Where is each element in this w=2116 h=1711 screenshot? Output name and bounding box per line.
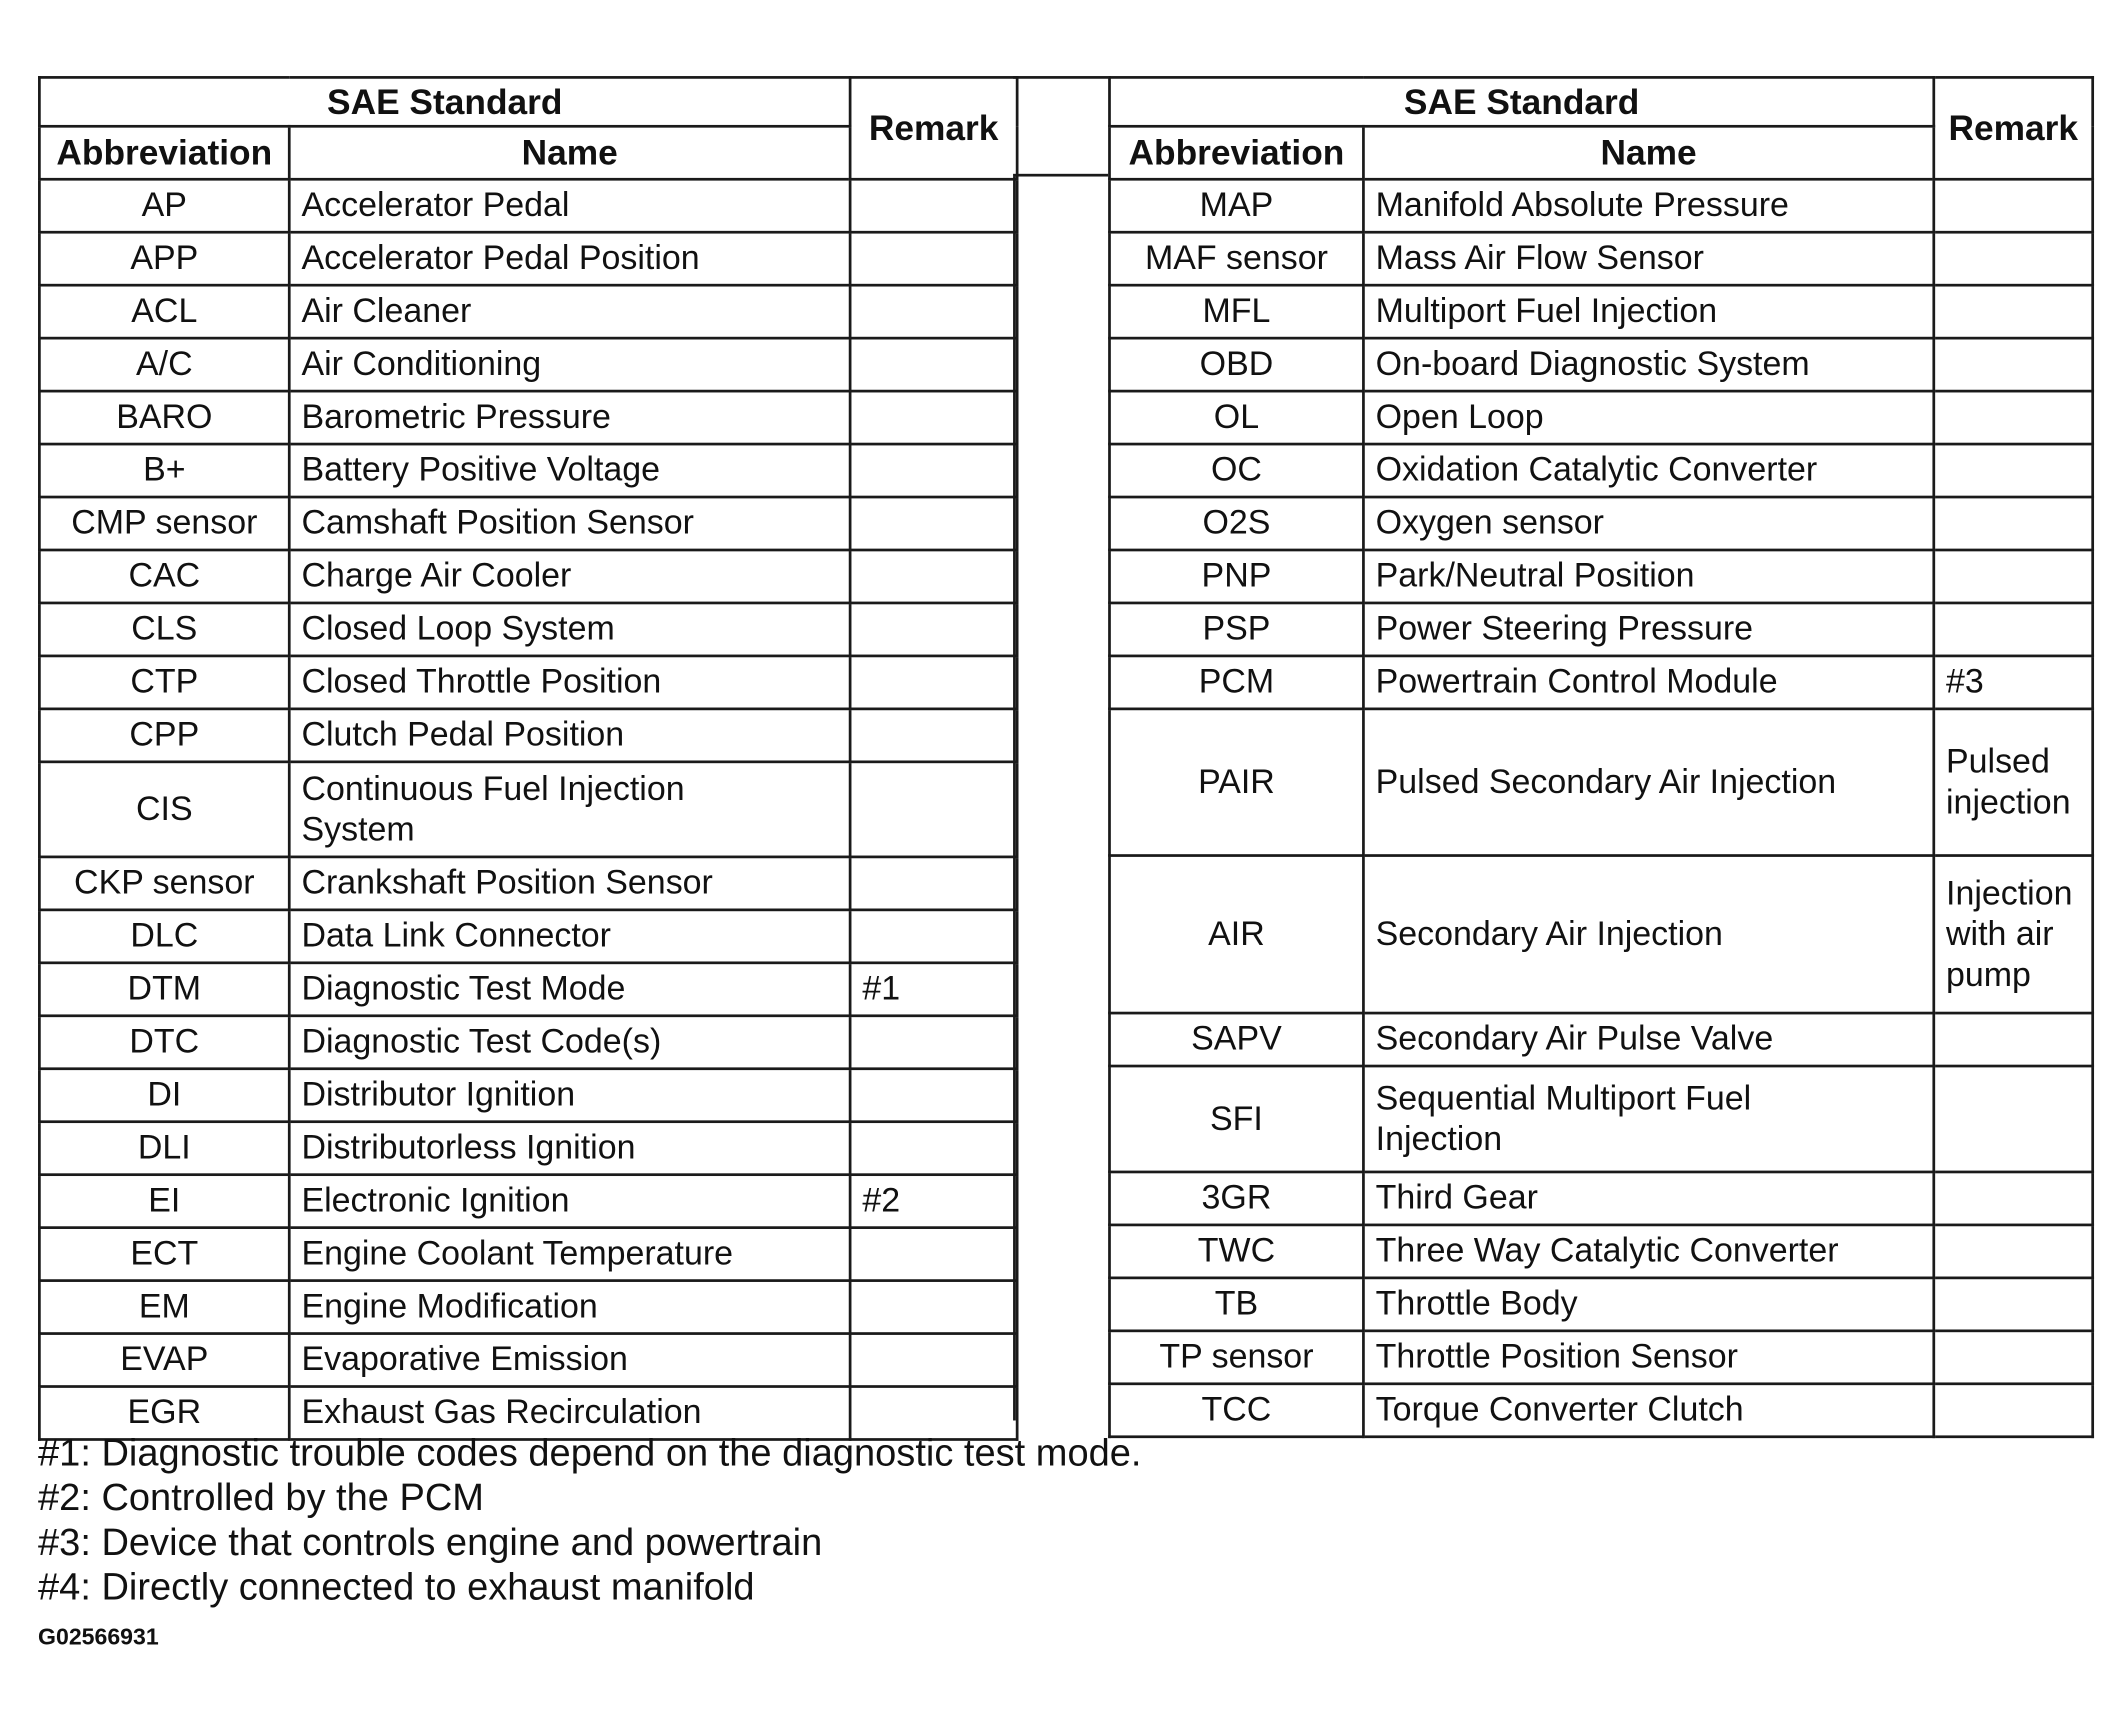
table-row bbox=[39, 179, 1017, 232]
abbreviation-cell: CMP sensor bbox=[39, 497, 289, 550]
name-cell: Accelerator Pedal Position bbox=[289, 232, 850, 285]
abbreviation-cell: SFI bbox=[1109, 1066, 1363, 1172]
remark-cell bbox=[850, 497, 1017, 550]
abbreviation-cell: ACL bbox=[39, 285, 289, 338]
name-cell bbox=[289, 762, 850, 857]
remark-cell bbox=[1934, 444, 2093, 497]
table-row bbox=[1109, 391, 2092, 444]
abbreviation-header: Abbreviation bbox=[39, 126, 289, 179]
remark-line: with air bbox=[1946, 915, 2054, 954]
abbreviation-cell: MAP bbox=[1109, 179, 1363, 232]
name-cell: Closed Throttle Position bbox=[289, 656, 850, 709]
table-row bbox=[39, 550, 1017, 603]
name-cell: Throttle Body bbox=[1363, 1278, 1933, 1331]
remark-line: pump bbox=[1946, 956, 2031, 995]
table-row bbox=[1109, 1278, 2092, 1331]
name-cell: Evaporative Emission bbox=[289, 1334, 850, 1387]
abbreviation-cell: PSP bbox=[1109, 603, 1363, 656]
table-row bbox=[1109, 444, 2092, 497]
remark-cell bbox=[850, 1069, 1017, 1122]
name-cell: Power Steering Pressure bbox=[1363, 603, 1933, 656]
remark-cell bbox=[850, 391, 1017, 444]
name-cell: Air Conditioning bbox=[289, 338, 850, 391]
table-row bbox=[39, 656, 1017, 709]
abbreviation-cell: EVAP bbox=[39, 1334, 289, 1387]
table-row bbox=[1109, 1172, 2092, 1225]
abbreviation-header: Abbreviation bbox=[1109, 126, 1363, 179]
abbreviation-cell: B+ bbox=[39, 444, 289, 497]
remark-cell bbox=[1934, 1172, 2093, 1225]
abbreviation-cell: CTP bbox=[39, 656, 289, 709]
name-cell: Oxidation Catalytic Converter bbox=[1363, 444, 1933, 497]
table-row bbox=[1109, 1384, 2092, 1437]
table-row bbox=[1109, 1013, 2092, 1066]
table-row bbox=[1109, 550, 2092, 603]
abbreviation-cell: DTM bbox=[39, 963, 289, 1016]
name-cell: Multiport Fuel Injection bbox=[1363, 285, 1933, 338]
remark-cell bbox=[850, 1334, 1017, 1387]
abbreviation-cell: 3GR bbox=[1109, 1172, 1363, 1225]
table-row bbox=[39, 762, 1017, 857]
name-cell: Open Loop bbox=[1363, 391, 1933, 444]
name-cell: Manifold Absolute Pressure bbox=[1363, 179, 1933, 232]
name-cell: Engine Modification bbox=[289, 1281, 850, 1334]
table-row bbox=[1109, 1225, 2092, 1278]
name-line: Sequential Multiport Fuel bbox=[1375, 1079, 1752, 1118]
abbreviation-cell: OC bbox=[1109, 444, 1363, 497]
footnote: #1: Diagnostic trouble codes depend on the diagnostic test mode. bbox=[38, 1431, 1142, 1474]
abbreviation-cell: TP sensor bbox=[1109, 1331, 1363, 1384]
name-cell: Distributor Ignition bbox=[289, 1069, 850, 1122]
abbreviation-cell: DI bbox=[39, 1069, 289, 1122]
name-cell: Diagnostic Test Mode bbox=[289, 963, 850, 1016]
abbreviation-cell: TB bbox=[1109, 1278, 1363, 1331]
abbreviation-cell: OL bbox=[1109, 391, 1363, 444]
sae-standard-header: SAE Standard bbox=[39, 77, 850, 126]
remark-cell bbox=[1934, 1013, 2093, 1066]
abbreviation-cell: CLS bbox=[39, 603, 289, 656]
remark-line: Injection bbox=[1946, 874, 2073, 913]
remark-cell bbox=[1934, 391, 2093, 444]
remark-cell bbox=[1934, 1225, 2093, 1278]
remark-cell bbox=[1934, 232, 2093, 285]
column-divider bbox=[1013, 177, 1016, 1421]
name-cell: Battery Positive Voltage bbox=[289, 444, 850, 497]
table-row bbox=[1109, 1331, 2092, 1384]
abbreviation-cell: OBD bbox=[1109, 338, 1363, 391]
sae-standard-header: SAE Standard bbox=[1109, 77, 1933, 126]
name-cell: Closed Loop System bbox=[289, 603, 850, 656]
remark-cell bbox=[1934, 709, 2093, 856]
table-row bbox=[1109, 709, 2092, 856]
name-cell: Diagnostic Test Code(s) bbox=[289, 1016, 850, 1069]
name-cell: Three Way Catalytic Converter bbox=[1363, 1225, 1933, 1278]
abbreviation-cell: EM bbox=[39, 1281, 289, 1334]
remark-cell bbox=[1934, 1066, 2093, 1172]
remark-cell bbox=[1934, 603, 2093, 656]
abbreviation-cell: MFL bbox=[1109, 285, 1363, 338]
abbreviation-cell: MAF sensor bbox=[1109, 232, 1363, 285]
name-line: System bbox=[301, 810, 415, 849]
name-line: Continuous Fuel Injection bbox=[301, 769, 685, 809]
table-row bbox=[39, 1228, 1017, 1281]
remark-cell bbox=[850, 285, 1017, 338]
abbreviation-cell: TCC bbox=[1109, 1384, 1363, 1437]
remark-cell bbox=[850, 1281, 1017, 1334]
remark-cell bbox=[1934, 1278, 2093, 1331]
name-cell: Air Cleaner bbox=[289, 285, 850, 338]
table-row bbox=[39, 709, 1017, 762]
remark-header: Remark bbox=[850, 77, 1017, 179]
abbreviation-cell: PNP bbox=[1109, 550, 1363, 603]
name-cell: Camshaft Position Sensor bbox=[289, 497, 850, 550]
remark-cell bbox=[850, 603, 1017, 656]
name-cell: Powertrain Control Module bbox=[1363, 656, 1933, 709]
remark-cell bbox=[1934, 1331, 2093, 1384]
table-row bbox=[39, 910, 1017, 963]
abbreviation-table-right bbox=[1108, 76, 2094, 1438]
table-row bbox=[39, 338, 1017, 391]
name-cell: Pulsed Secondary Air Injection bbox=[1363, 709, 1933, 856]
remark-cell bbox=[1934, 338, 2093, 391]
remark-cell bbox=[850, 179, 1017, 232]
table-row bbox=[39, 857, 1017, 910]
remark-cell bbox=[1934, 179, 2093, 232]
table-row bbox=[39, 1334, 1017, 1387]
abbreviation-cell: PAIR bbox=[1109, 709, 1363, 856]
name-cell: Secondary Air Injection bbox=[1363, 856, 1933, 1014]
figure-id: G02566931 bbox=[38, 1624, 159, 1650]
table-row bbox=[1109, 1066, 2092, 1172]
name-cell: Crankshaft Position Sensor bbox=[289, 857, 850, 910]
abbreviation-cell: AIR bbox=[1109, 856, 1363, 1014]
remark-header: Remark bbox=[1934, 77, 2093, 179]
name-cell bbox=[1363, 1066, 1933, 1172]
abbreviation-cell: ECT bbox=[39, 1228, 289, 1281]
remark-cell bbox=[850, 232, 1017, 285]
table-row bbox=[39, 391, 1017, 444]
name-cell: Barometric Pressure bbox=[289, 391, 850, 444]
name-cell: Exhaust Gas Recirculation bbox=[289, 1387, 850, 1440]
abbreviation-cell: BARO bbox=[39, 391, 289, 444]
table-row bbox=[39, 232, 1017, 285]
remark-cell bbox=[1934, 497, 2093, 550]
table-row bbox=[1109, 232, 2092, 285]
name-cell: Third Gear bbox=[1363, 1172, 1933, 1225]
footnote: #2: Controlled by the PCM bbox=[38, 1476, 484, 1519]
remark-cell: #2 bbox=[850, 1175, 1017, 1228]
remark-cell: #3 bbox=[1934, 656, 2093, 709]
table-row bbox=[39, 444, 1017, 497]
remark-cell bbox=[1934, 285, 2093, 338]
footnote: #3: Device that controls engine and powertrain bbox=[38, 1520, 823, 1564]
name-cell: Distributorless Ignition bbox=[289, 1122, 850, 1175]
table-row bbox=[39, 603, 1017, 656]
name-header: Name bbox=[289, 126, 850, 179]
name-line: Injection bbox=[1375, 1120, 1503, 1159]
remark-cell bbox=[850, 709, 1017, 762]
name-cell: Data Link Connector bbox=[289, 910, 850, 963]
abbreviation-cell: EI bbox=[39, 1175, 289, 1228]
name-cell: Park/Neutral Position bbox=[1363, 550, 1933, 603]
table-row bbox=[39, 963, 1017, 1016]
abbreviation-cell: O2S bbox=[1109, 497, 1363, 550]
table-row bbox=[39, 1281, 1017, 1334]
abbreviation-cell: A/C bbox=[39, 338, 289, 391]
abbreviation-cell: DLI bbox=[39, 1122, 289, 1175]
table-row bbox=[1109, 338, 2092, 391]
abbreviation-cell: AP bbox=[39, 179, 289, 232]
remark-cell bbox=[1934, 550, 2093, 603]
header-spacer bbox=[1013, 76, 1108, 176]
table-row bbox=[39, 1122, 1017, 1175]
name-cell: Throttle Position Sensor bbox=[1363, 1331, 1933, 1384]
abbreviation-cell: CIS bbox=[39, 762, 289, 857]
name-cell: Torque Converter Clutch bbox=[1363, 1384, 1933, 1437]
remark-cell bbox=[850, 762, 1017, 857]
abbreviation-cell: CPP bbox=[39, 709, 289, 762]
table-row bbox=[39, 1016, 1017, 1069]
name-cell: Oxygen sensor bbox=[1363, 497, 1933, 550]
name-cell: Charge Air Cooler bbox=[289, 550, 850, 603]
table-row bbox=[1109, 179, 2092, 232]
name-cell: Secondary Air Pulse Valve bbox=[1363, 1013, 1933, 1066]
abbreviation-table-left bbox=[38, 76, 1018, 1441]
abbreviation-cell: PCM bbox=[1109, 656, 1363, 709]
name-cell: Engine Coolant Temperature bbox=[289, 1228, 850, 1281]
name-cell: Mass Air Flow Sensor bbox=[1363, 232, 1933, 285]
remark-cell bbox=[850, 444, 1017, 497]
table-row bbox=[1109, 285, 2092, 338]
abbreviation-cell: DLC bbox=[39, 910, 289, 963]
table-row bbox=[39, 1175, 1017, 1228]
abbreviation-cell: APP bbox=[39, 232, 289, 285]
remark-cell bbox=[850, 550, 1017, 603]
abbreviation-cell: TWC bbox=[1109, 1225, 1363, 1278]
remark-cell bbox=[850, 656, 1017, 709]
remark-cell bbox=[1934, 856, 2093, 1014]
remark-line: injection bbox=[1946, 783, 2071, 822]
table-row bbox=[1109, 656, 2092, 709]
table-row bbox=[1109, 856, 2092, 1014]
table-row bbox=[39, 497, 1017, 550]
remark-cell bbox=[850, 910, 1017, 963]
footnotes bbox=[38, 1430, 1141, 1609]
table-row bbox=[39, 285, 1017, 338]
remark-cell bbox=[850, 1016, 1017, 1069]
abbreviation-cell: EGR bbox=[39, 1387, 289, 1440]
remark-cell bbox=[1934, 1384, 2093, 1437]
abbreviation-cell: CKP sensor bbox=[39, 857, 289, 910]
remark-cell bbox=[850, 857, 1017, 910]
remark-cell bbox=[850, 338, 1017, 391]
name-header: Name bbox=[1363, 126, 1933, 179]
name-cell: Accelerator Pedal bbox=[289, 179, 850, 232]
table-row bbox=[1109, 603, 2092, 656]
table-row bbox=[1109, 497, 2092, 550]
abbreviation-cell: DTC bbox=[39, 1016, 289, 1069]
footnote: #4: Directly connected to exhaust manifold bbox=[38, 1565, 755, 1608]
name-cell: Electronic Ignition bbox=[289, 1175, 850, 1228]
remark-cell bbox=[850, 1122, 1017, 1175]
name-cell: On-board Diagnostic System bbox=[1363, 338, 1933, 391]
abbreviation-cell: SAPV bbox=[1109, 1013, 1363, 1066]
remark-cell bbox=[850, 1228, 1017, 1281]
table-row bbox=[39, 1069, 1017, 1122]
remark-cell: #1 bbox=[850, 963, 1017, 1016]
remark-line: Pulsed bbox=[1946, 742, 2050, 781]
abbreviation-cell: CAC bbox=[39, 550, 289, 603]
name-cell: Clutch Pedal Position bbox=[289, 709, 850, 762]
